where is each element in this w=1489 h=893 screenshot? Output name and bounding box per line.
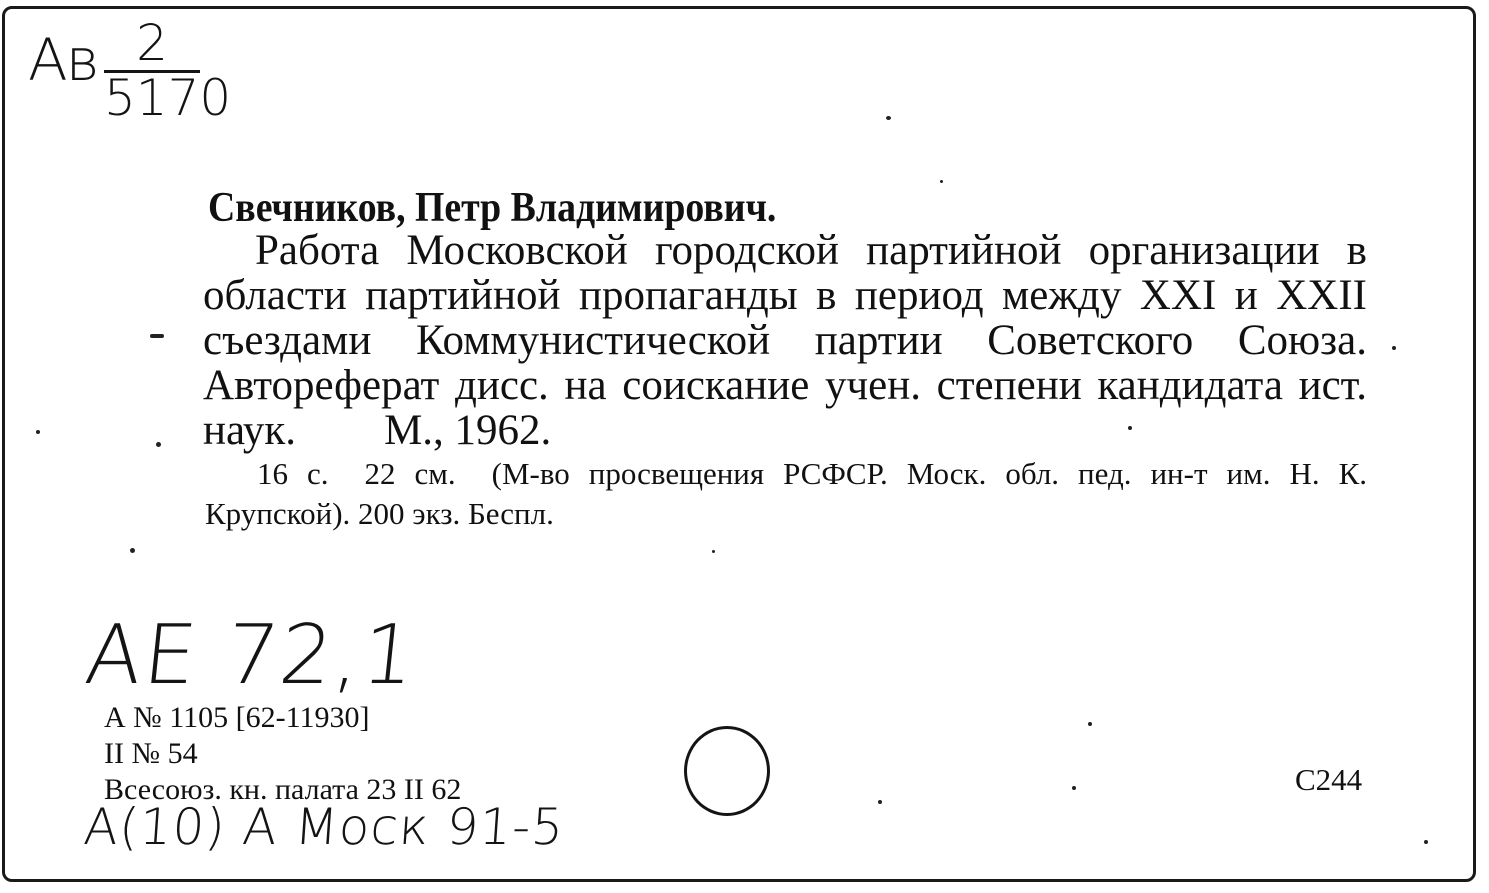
scan-speck <box>130 548 135 553</box>
page-count: 16 с. <box>257 456 329 491</box>
circle-mark <box>684 726 770 816</box>
scan-speck <box>878 800 882 804</box>
scan-speck <box>1088 722 1092 726</box>
scan-speck <box>1392 346 1396 350</box>
scan-speck <box>150 334 164 338</box>
book-chamber-stamp: Всесоюз. кн. палата 23 II 62 <box>104 773 462 806</box>
volume-size: 22 см. <box>364 456 456 491</box>
title-statement <box>203 228 1367 453</box>
title-text: Работа Московской городской партийной организации в области партийной пропаганды в период между XXI и XXII съездами Коммунистической партии Советского Союза. Автореферат дисс. на соискание учен. степени кандидата ист. наук. <box>203 227 1367 454</box>
collation-note <box>205 454 1367 534</box>
scan-speck <box>940 180 943 183</box>
shelf-mark-prefix: Ав <box>28 26 98 94</box>
scan-speck <box>36 430 40 434</box>
scan-speck <box>1424 840 1428 844</box>
author-heading: Свечников, Петр Владимирович. <box>208 185 777 231</box>
scan-speck <box>1072 786 1076 790</box>
handwritten-bottom-note: А(10) А Моск 91-5 <box>81 798 567 856</box>
scan-speck <box>1128 426 1132 430</box>
handwritten-shelf-code: АЕ 72,1 <box>81 608 422 703</box>
series-note: (М-во просвещения РСФСР. Моск. обл. пед. ин-т им. Н. К. Крупской). 200 экз. Беспл. <box>205 456 1367 531</box>
imprint: М., 1962. <box>384 407 552 454</box>
accession-number: А № 1105 [62-11930] <box>104 701 370 734</box>
series-number: II № 54 <box>104 737 198 770</box>
scan-speck <box>886 116 891 120</box>
price-code: С244 <box>1295 762 1363 797</box>
accession-block <box>104 700 461 808</box>
scan-speck <box>712 550 715 553</box>
scan-speck <box>156 442 161 447</box>
shelf-mark-fraction <box>104 14 232 127</box>
shelf-mark-bottom: 5170 <box>104 69 232 127</box>
shelf-mark-top: 2 <box>104 18 200 73</box>
